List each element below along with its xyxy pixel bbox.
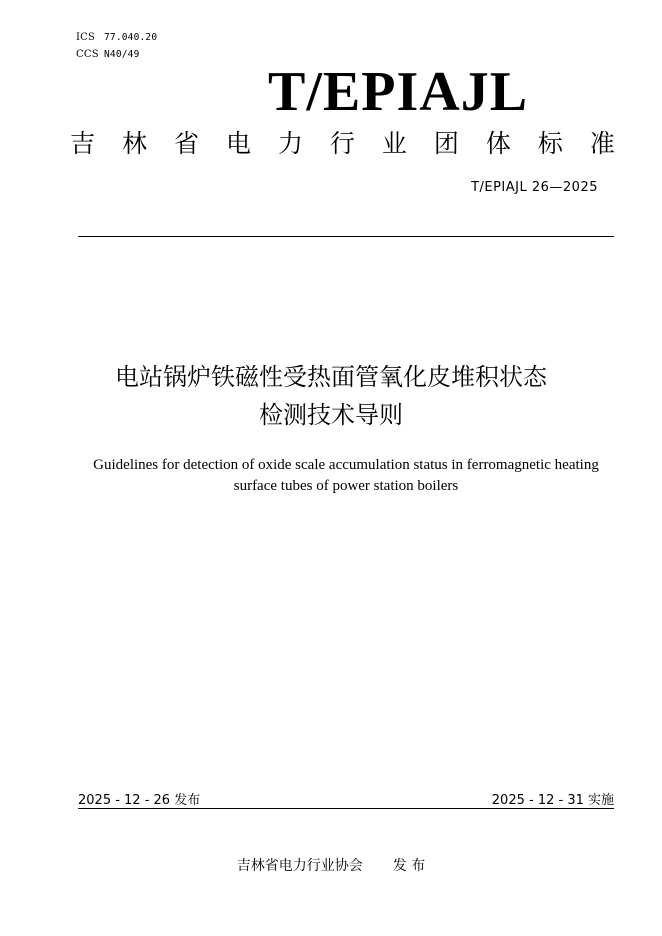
org-char: 业 (381, 129, 407, 158)
org-char: 电 (225, 129, 251, 158)
org-char: 力 (277, 129, 303, 158)
ics-label: ICS (76, 32, 96, 43)
standard-logo-text: T/EPIAJL (268, 61, 529, 123)
ics-line (76, 32, 157, 43)
chinese-title-line-2: 检测技术导则 (259, 401, 403, 429)
ccs-label: CCS (76, 49, 99, 60)
org-char: 行 (329, 129, 355, 158)
header-divider (78, 236, 614, 237)
org-char: 标 (537, 129, 563, 158)
organization-standard-heading (70, 126, 615, 162)
english-title (70, 455, 622, 497)
publisher-line (0, 855, 662, 875)
org-char: 林 (121, 129, 147, 158)
ics-code: 77.040.20 (104, 32, 158, 43)
org-char: 省 (173, 129, 199, 158)
org-char: 团 (433, 129, 459, 158)
publisher-action: 发 布 (392, 858, 426, 874)
ccs-line (76, 49, 140, 60)
footer-divider (78, 808, 614, 809)
implement-date: 2025 - 12 - 31 实施 (491, 793, 614, 808)
english-title-line-1: Guidelines for detection of oxide scale accumulation status in ferromagnetic heating (93, 457, 599, 473)
org-char: 体 (485, 129, 511, 158)
org-char: 准 (589, 129, 615, 158)
chinese-title (60, 358, 602, 434)
chinese-title-line-1: 电站锅炉铁磁性受热面管氧化皮堆积状态 (115, 363, 547, 391)
org-char: 吉 (70, 129, 96, 158)
english-title-line-2: surface tubes of power station boilers (233, 478, 459, 494)
publish-date: 2025 - 12 - 26 发布 (78, 793, 201, 808)
ccs-code: N40/49 (104, 49, 140, 60)
standard-number: T/EPIAJL 26—2025 (471, 180, 598, 195)
publisher-name: 吉林省电力行业协会 (236, 858, 363, 874)
